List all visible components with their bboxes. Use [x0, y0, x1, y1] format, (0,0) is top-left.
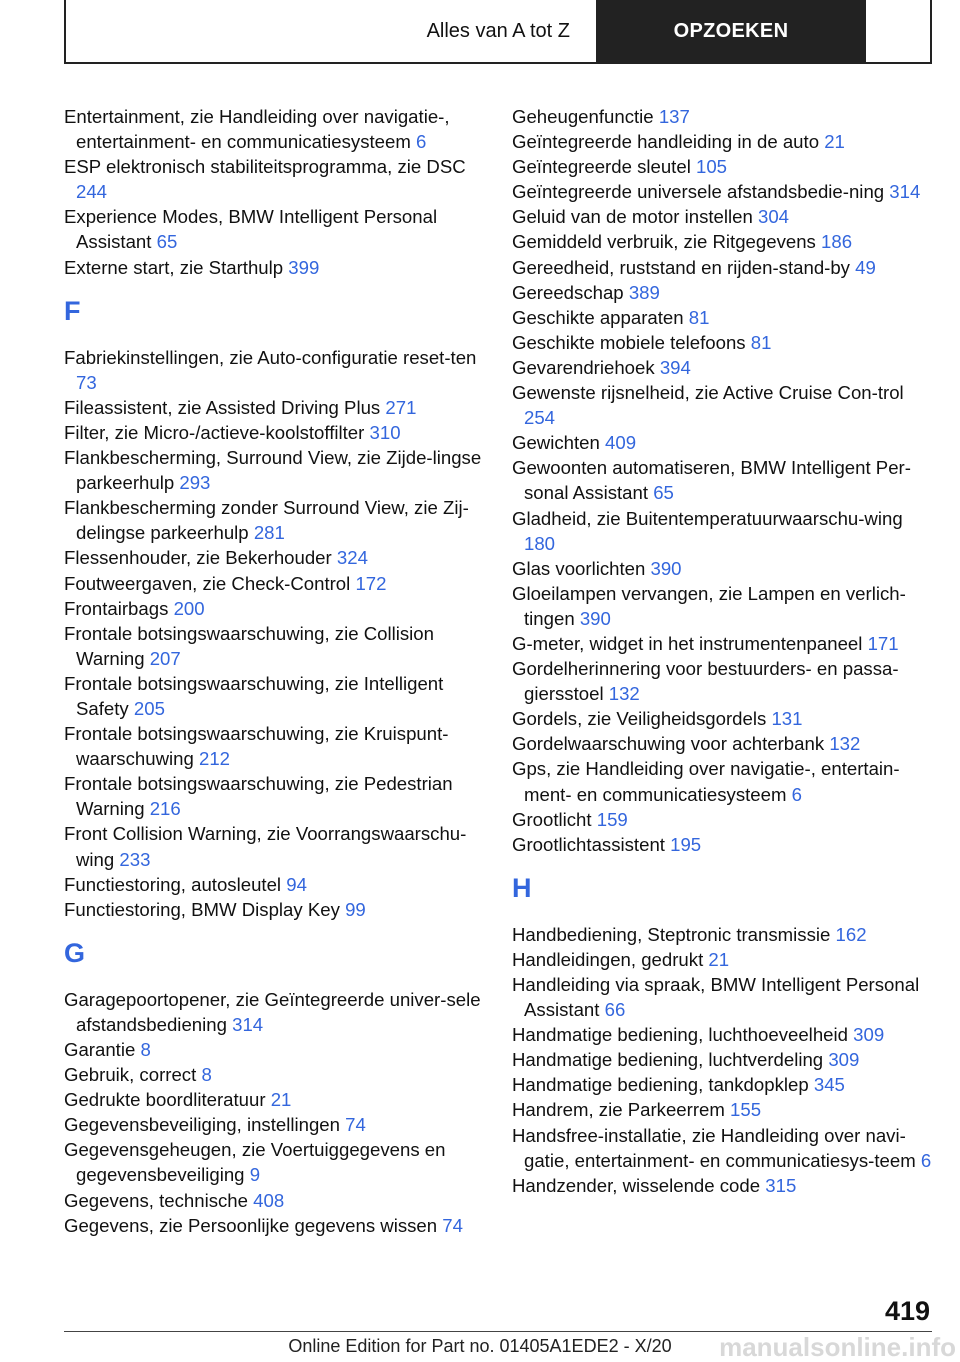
- page-reference-link[interactable]: 309: [853, 1024, 885, 1046]
- index-entry-text: Glas voorlichten: [512, 557, 646, 579]
- index-entry-text: Gordelherinnering voor bestuurders- en passa-giersstoel: [512, 658, 899, 705]
- index-entry: [512, 947, 932, 972]
- index-entry-text: Gordels, zie Veiligheidsgordels: [512, 708, 767, 730]
- index-entry: [512, 330, 932, 355]
- page-reference-link[interactable]: 6: [791, 783, 802, 805]
- page-reference-link[interactable]: 66: [604, 999, 626, 1021]
- page-reference-link[interactable]: 314: [232, 1013, 264, 1035]
- page-reference-link[interactable]: 195: [670, 833, 702, 855]
- index-entry: [512, 255, 932, 280]
- index-entry: [64, 545, 496, 570]
- index-entry: [512, 229, 932, 254]
- index-entry-text: Geïntegreerde sleutel: [512, 156, 691, 178]
- index-entry-text: Geschikte mobiele telefoons: [512, 331, 746, 353]
- index-column-left: [64, 104, 496, 1238]
- page-reference-link[interactable]: 390: [579, 607, 611, 629]
- index-entry: [512, 1123, 932, 1173]
- index-entry-text: Geheugenfunctie: [512, 106, 654, 127]
- index-entry-text: Externe start, zie Starthulp: [64, 256, 284, 278]
- page-number: 419: [884, 1296, 930, 1326]
- index-entry-text: Gordelwaarschuwing voor achterbank: [512, 733, 825, 755]
- page-reference-link[interactable]: 304: [758, 206, 790, 228]
- index-entry-text: Handsfree-installatie, zie Handleiding over navi-gatie, entertainment- en communicatiesys-teem: [512, 1124, 916, 1171]
- letter-heading: G: [64, 937, 86, 968]
- index-entry: [512, 179, 932, 204]
- index-entry: [512, 832, 932, 857]
- index-entry: [512, 556, 932, 581]
- index-entry-text: Geschikte apparaten: [512, 306, 684, 328]
- index-entry: [512, 922, 932, 947]
- page-reference-link[interactable]: 155: [730, 1099, 762, 1121]
- page-reference-link[interactable]: 137: [658, 106, 690, 127]
- index-entry: [512, 1097, 932, 1122]
- page-reference-link[interactable]: 233: [119, 848, 151, 870]
- index-entry-text: Functiestoring, autosleutel: [64, 873, 282, 895]
- index-entry-text: Fileassistent, zie Assisted Driving Plus: [64, 396, 381, 418]
- index-entry-text: Handleiding via spraak, BMW Intelligent Personal Assistant: [512, 974, 920, 1021]
- page-reference-link[interactable]: 21: [270, 1089, 292, 1111]
- page-reference-link[interactable]: 315: [765, 1174, 797, 1196]
- index-entry: [64, 154, 496, 204]
- index-entry-text: Frontale botsingswaarschuwing, zie Kruispunt-waarschuwing: [64, 723, 449, 770]
- index-entry: [512, 380, 932, 430]
- index-entry-text: Handleidingen, gedrukt: [512, 948, 704, 970]
- page-reference-link[interactable]: 180: [524, 532, 556, 554]
- page-reference-link[interactable]: 390: [650, 557, 682, 579]
- index-entry: [512, 1072, 932, 1097]
- index-entry: [512, 104, 932, 129]
- index-entry: [512, 129, 932, 154]
- page-reference-link[interactable]: 8: [201, 1064, 212, 1086]
- page-reference-link[interactable]: 132: [829, 733, 861, 755]
- page-reference-link[interactable]: 99: [345, 898, 366, 920]
- index-entry: [64, 395, 496, 420]
- page-reference-link[interactable]: 74: [442, 1214, 463, 1236]
- page-reference-link[interactable]: 8: [140, 1039, 151, 1060]
- page-reference-link[interactable]: 324: [336, 547, 368, 569]
- index-entry-text: Functiestoring, BMW Display Key: [64, 898, 340, 920]
- index-entry: [512, 1173, 932, 1198]
- page-reference-link[interactable]: 49: [855, 256, 876, 278]
- page-reference-link[interactable]: 132: [608, 683, 640, 705]
- page-reference-link[interactable]: 200: [173, 597, 205, 619]
- index-entry-text: Flankbescherming zonder Surround View, zie Zij-delingse parkeerhulp: [64, 497, 469, 544]
- index-entry: [512, 972, 932, 1022]
- page-reference-link[interactable]: 207: [149, 647, 181, 669]
- index-entry: [64, 495, 496, 545]
- page-reference-link[interactable]: 81: [750, 331, 772, 353]
- page-reference-link[interactable]: 74: [345, 1114, 366, 1136]
- page-reference-link[interactable]: 409: [605, 432, 637, 454]
- index-entry: [64, 1137, 496, 1187]
- index-entry-text: Geïntegreerde universele afstandsbedie-ning: [512, 181, 885, 203]
- index-entry-text: Frontale botsingswaarschuwing, zie Pedestrian Warning: [64, 773, 453, 820]
- index-entry: [512, 455, 932, 505]
- index-entry: [512, 305, 932, 330]
- index-entry: [64, 255, 496, 280]
- page-reference-link[interactable]: 314: [889, 181, 921, 203]
- page-reference-link[interactable]: 94: [286, 873, 307, 895]
- index-entry: [512, 280, 932, 305]
- index-entry: [512, 1047, 932, 1072]
- page-reference-link[interactable]: 205: [133, 697, 165, 719]
- index-entry-text: Flankbescherming, Surround View, zie Zijde-lingse parkeerhulp: [64, 447, 482, 494]
- index-entry-text: Frontale botsingswaarschuwing, zie Collision Warning: [64, 622, 434, 669]
- index-entry: [512, 706, 932, 731]
- page-reference-link[interactable]: 389: [628, 281, 660, 303]
- page-reference-link[interactable]: 159: [596, 808, 628, 830]
- page-reference-link[interactable]: 293: [179, 472, 211, 494]
- index-entry-text: Gemiddeld verbruik, zie Ritgegevens: [512, 231, 816, 253]
- index-entry: [64, 1062, 496, 1087]
- footer-edition-text: Online Edition for Part no. 01405A1EDE2 - X/20: [288, 1336, 672, 1356]
- index-entry-text: Experience Modes, BMW Intelligent Personal Assistant: [64, 206, 438, 253]
- index-entry: [64, 1037, 496, 1062]
- index-entry-text: Garagepoortopener, zie Geïntegreerde univer-sele afstandsbediening: [64, 988, 481, 1035]
- index-entry: [512, 430, 932, 455]
- index-entry: [64, 596, 496, 621]
- index-entry-text: Grootlichtassistent: [512, 833, 665, 855]
- index-entry-text: Gereedheid, ruststand en rijden-stand-by: [512, 256, 850, 278]
- index-entry-text: Gloeilampen vervangen, zie Lampen en verlich-tingen: [512, 582, 906, 629]
- header-tab-opzoeken[interactable]: OPZOEKEN: [596, 0, 866, 62]
- index-entry-text: Gedrukte boordliteratuur: [64, 1089, 266, 1111]
- index-entry-text: Gps, zie Handleiding over navigatie-, entertain-ment- en communicatiesysteem: [512, 758, 900, 805]
- page-reference-link[interactable]: 21: [708, 948, 730, 970]
- page-reference-link[interactable]: 186: [821, 231, 853, 253]
- index-entry: [64, 204, 496, 254]
- page-reference-link[interactable]: 171: [867, 632, 899, 654]
- index-entry: [64, 671, 496, 721]
- index-entry-text: Gegevens, zie Persoonlijke gegevens wissen: [64, 1214, 438, 1236]
- page-reference-link[interactable]: 271: [385, 396, 417, 418]
- index-entry: [64, 445, 496, 495]
- page-reference-link[interactable]: 216: [149, 798, 181, 820]
- page-reference-link[interactable]: 9: [249, 1164, 261, 1186]
- index-entry: [64, 872, 496, 897]
- index-entry: [64, 987, 496, 1037]
- page-reference-link[interactable]: 399: [288, 256, 320, 278]
- index-entry-text: Gewenste rijsnelheid, zie Active Cruise Con-trol: [512, 382, 904, 404]
- index-entry: [512, 204, 932, 229]
- index-entry-text: Gewichten: [512, 432, 600, 454]
- page-reference-link[interactable]: 309: [828, 1049, 860, 1071]
- page-reference-link[interactable]: 310: [369, 421, 401, 443]
- index-entry: [512, 1022, 932, 1047]
- header-section-title: Alles van A tot Z: [426, 19, 570, 42]
- page-reference-link[interactable]: 408: [253, 1189, 285, 1211]
- index-entry: [512, 656, 932, 706]
- index-entry-text: Handzender, wisselende code: [512, 1174, 761, 1196]
- page-reference-link[interactable]: 172: [355, 572, 387, 594]
- page-reference-link[interactable]: 394: [659, 356, 691, 378]
- index-entry-text: Geïntegreerde handleiding in de auto: [512, 131, 820, 153]
- page-reference-link[interactable]: 105: [696, 156, 728, 178]
- index-entry-text: Entertainment, zie Handleiding over navigatie-, entertainment- en communicatiesysteem: [64, 106, 450, 153]
- index-entry: [64, 771, 496, 821]
- index-entry-text: Gebruik, correct: [64, 1064, 197, 1086]
- index-entry-text: Gevarendriehoek: [512, 356, 655, 378]
- index-entry: [512, 631, 932, 656]
- index-entry: [64, 821, 496, 871]
- index-entry-text: Flessenhouder, zie Bekerhouder: [64, 547, 332, 569]
- page-reference-link[interactable]: 131: [771, 708, 803, 730]
- index-entry: [64, 721, 496, 771]
- index-entry: [64, 1188, 496, 1213]
- index-entry: [64, 345, 496, 395]
- page-reference-link[interactable]: 6: [416, 131, 427, 153]
- page-reference-link[interactable]: 345: [813, 1074, 845, 1096]
- index-entry-text: Gewoonten automatiseren, BMW Intelligent Per-sonal Assistant: [512, 457, 911, 504]
- watermark-logo: manualsonline.info: [719, 1332, 956, 1362]
- page-reference-link[interactable]: 254: [524, 407, 556, 429]
- index-entry: [64, 1087, 496, 1112]
- index-entry-text: Handmatige bediening, luchtverdeling: [512, 1049, 824, 1071]
- index-entry-text: Frontale botsingswaarschuwing, zie Intelligent Safety: [64, 672, 444, 719]
- index-entry-text: G-meter, widget in het instrumentenpaneel: [512, 632, 863, 654]
- index-entry-text: ESP elektronisch stabiliteitsprogramma, zie DSC: [64, 156, 466, 178]
- index-entry: [512, 581, 932, 631]
- index-entry-text: Grootlicht: [512, 808, 592, 830]
- index-entry: [64, 897, 496, 922]
- index-entry-text: Handmatige bediening, luchthoeveelheid: [512, 1024, 848, 1046]
- index-entry-text: Gegevensgeheugen, zie Voertuiggegevens en gegevensbeveiliging: [64, 1139, 446, 1186]
- index-entry: [512, 756, 932, 806]
- page-reference-link[interactable]: 81: [688, 306, 710, 328]
- index-entry: [512, 355, 932, 380]
- index-entry-text: Frontairbags: [64, 597, 169, 619]
- index-entry-text: Gereedschap: [512, 281, 624, 303]
- page-reference-link[interactable]: 73: [76, 371, 97, 393]
- page-reference-link[interactable]: 65: [653, 482, 674, 504]
- index-entry: [64, 1112, 496, 1137]
- page-reference-link[interactable]: 212: [199, 748, 231, 770]
- index-entry: [64, 420, 496, 445]
- index-entry: [512, 807, 932, 832]
- index-entry: [64, 571, 496, 596]
- index-entry-text: Front Collision Warning, zie Voorrangswaarschu-wing: [64, 823, 467, 870]
- index-entry-text: Filter, zie Micro-/actieve-koolstoffilter: [64, 421, 365, 443]
- index-entry-text: Garantie: [64, 1039, 136, 1060]
- index-entry-text: Gegevensbeveiliging, instellingen: [64, 1114, 340, 1136]
- page-reference-link[interactable]: 244: [76, 181, 108, 203]
- page-reference-link[interactable]: 162: [835, 923, 867, 945]
- index-entry-text: Handbediening, Steptronic transmissie: [512, 923, 831, 945]
- index-entry: [64, 1213, 496, 1238]
- page-reference-link[interactable]: 21: [824, 131, 845, 153]
- index-entry-text: Geluid van de motor instellen: [512, 206, 753, 228]
- index-entry-text: Gladheid, zie Buitentemperatuurwaarschu-wing: [512, 507, 903, 529]
- page-reference-link[interactable]: 65: [156, 231, 178, 253]
- letter-heading: F: [64, 295, 81, 326]
- index-entry: [512, 154, 932, 179]
- index-entry-text: Gegevens, technische: [64, 1189, 248, 1211]
- index-entry-text: Handmatige bediening, tankdopklep: [512, 1074, 809, 1096]
- page-reference-link[interactable]: 281: [253, 522, 285, 544]
- index-entry: [512, 731, 932, 756]
- letter-heading: H: [512, 872, 532, 903]
- index-entry-text: Handrem, zie Parkeerrem: [512, 1099, 725, 1121]
- index-entry-text: Foutweergaven, zie Check-Control: [64, 572, 351, 594]
- index-entry: [64, 104, 496, 154]
- index-entry: [64, 621, 496, 671]
- index-entry: [512, 506, 932, 556]
- page-reference-link[interactable]: 6: [920, 1149, 932, 1171]
- index-column-right: [512, 104, 932, 1198]
- index-entry-text: Fabriekinstellingen, zie Auto-configuratie reset-ten: [64, 346, 477, 368]
